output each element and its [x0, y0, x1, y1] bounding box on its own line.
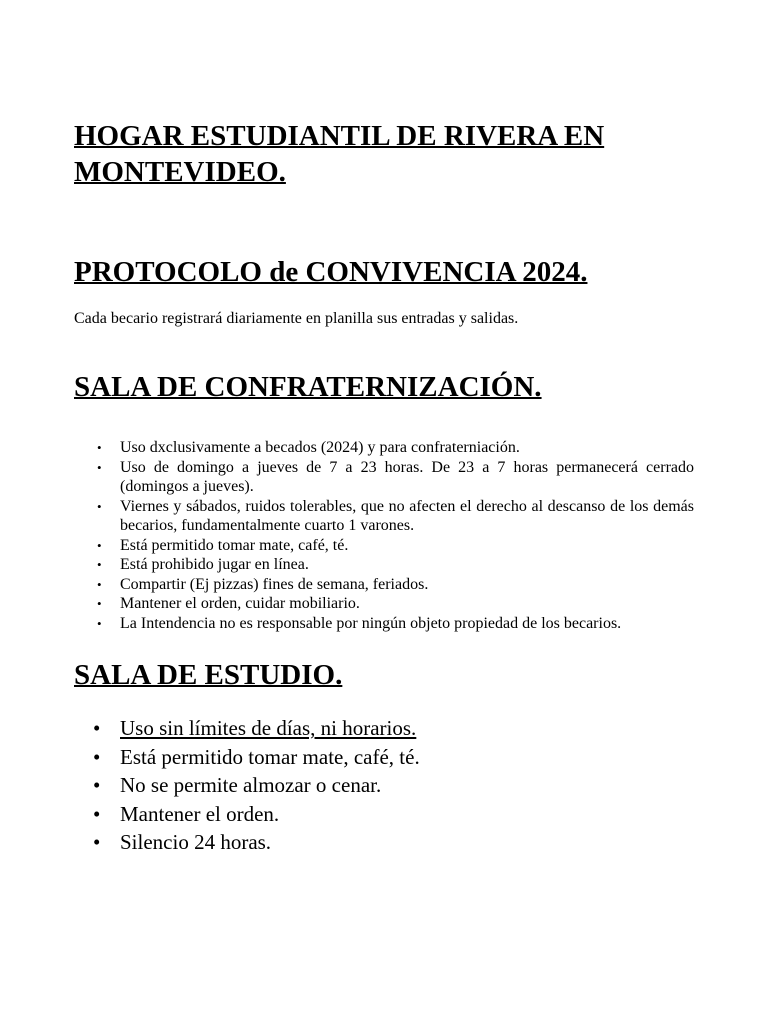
bullet-icon: • [97, 459, 102, 475]
sala-estudio-list [93, 714, 420, 857]
bullet-icon: • [97, 576, 102, 592]
list-item [97, 594, 694, 614]
item-text: Uso de domingo a jueves de 7 a 23 horas. De 23 a 7 horas permanecerá cerrado (domingos a jueves). [120, 458, 694, 495]
bullet-icon: • [97, 596, 102, 611]
sala-confraternizacion-list [97, 438, 694, 633]
title-line-2: MONTEVIDEO. [74, 156, 286, 188]
bullet-icon: • [97, 440, 102, 455]
item-text: Viernes y sábados, ruidos tolerables, que no afecten el derecho al descanso de los demás becarios, fundamentalmente cuarto 1 varones. [120, 497, 694, 534]
bullet-icon: • [93, 716, 101, 740]
list-item [97, 575, 694, 595]
item-text: Mantener el orden. [120, 801, 280, 826]
sala-confraternizacion-heading: SALA DE CONFRATERNIZACIÓN. [74, 371, 542, 403]
list-item [97, 614, 694, 634]
item-text: Silencio 24 horas. [120, 830, 272, 854]
bullet-icon: • [93, 801, 101, 826]
item-text: Uso dxclusivamente a becados (2024) y para confraterniación. [120, 439, 520, 456]
list-item [97, 497, 694, 536]
item-text: La Intendencia no es responsable por ningún objeto propiedad de los becarios. [120, 614, 622, 632]
bullet-icon: • [93, 744, 101, 769]
list-item [97, 438, 694, 458]
item-text: Uso sin límites de días, ni horarios. [120, 716, 417, 740]
title-line-1: HOGAR ESTUDIANTIL DE RIVERA EN [74, 120, 605, 152]
list-item [93, 714, 420, 743]
bullet-icon: • [97, 537, 102, 553]
item-text: Está prohibido jugar en línea. [120, 556, 309, 573]
bullet-icon: • [97, 557, 102, 572]
item-text: Mantener el orden, cuidar mobiliario. [120, 595, 360, 612]
protocol-heading: PROTOCOLO de CONVIVENCIA 2024. [74, 256, 588, 288]
item-text: Compartir (Ej pizzas) fines de semana, feriados. [120, 575, 429, 593]
list-item [97, 536, 694, 556]
intro-text: Cada becario registrará diariamente en planilla sus entradas y salidas. [74, 310, 519, 327]
item-text: No se permite almozar o cenar. [120, 773, 382, 797]
list-item [93, 828, 420, 857]
sala-estudio-heading: SALA DE ESTUDIO. [74, 659, 343, 691]
list-item [97, 458, 694, 497]
bullet-icon: • [93, 830, 101, 854]
bullet-icon: • [97, 615, 102, 631]
list-item [93, 743, 420, 772]
bullet-icon: • [97, 498, 102, 514]
bullet-icon: • [93, 773, 101, 797]
list-item [93, 800, 420, 829]
item-text: Está permitido tomar mate, café, té. [120, 744, 420, 769]
list-item [93, 771, 420, 800]
item-text: Está permitido tomar mate, café, té. [120, 536, 349, 554]
list-item [97, 555, 694, 575]
document-title [74, 118, 604, 190]
